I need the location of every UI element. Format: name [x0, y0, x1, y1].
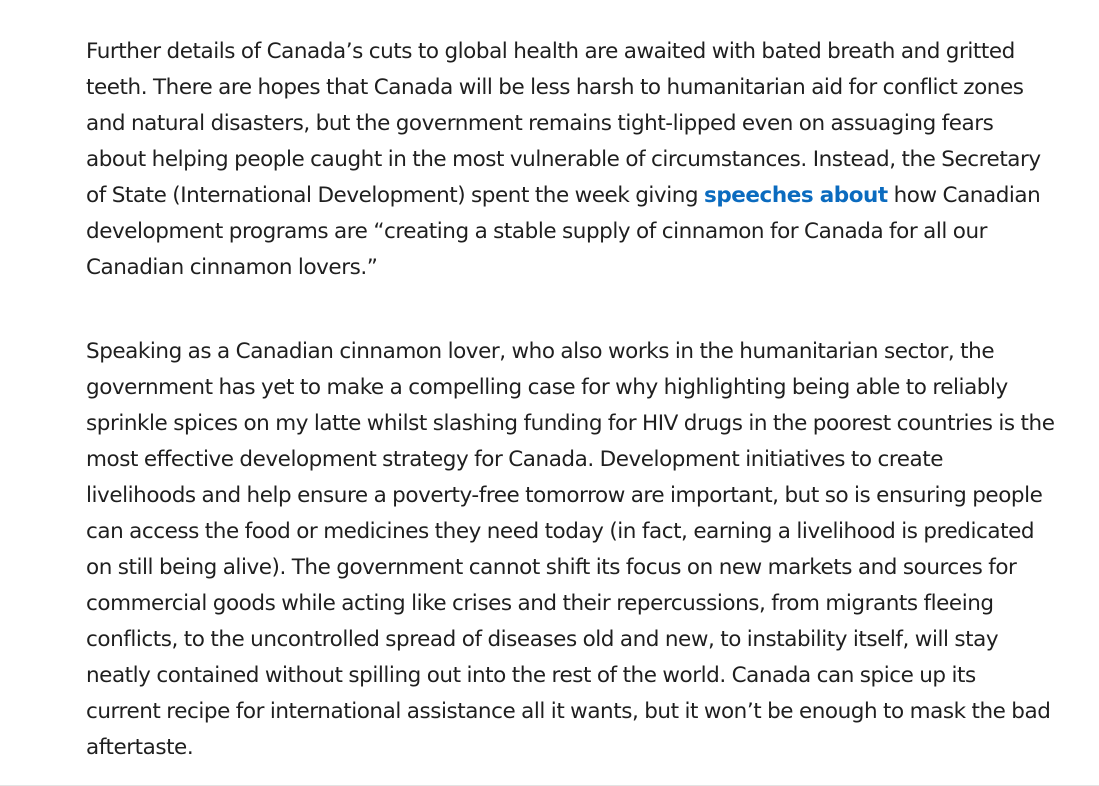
speeches-about-link[interactable]: speeches about: [704, 183, 888, 208]
article-body: [86, 34, 1056, 766]
paragraph-global-health-cuts: [86, 34, 1056, 286]
paragraph-text-after-link: how Canadian development programs are “creating a stable supply of cinnamon for Canada for all our Canadian cinnamon lovers.”: [86, 183, 1041, 280]
paragraph-cinnamon-lover: Speaking as a Canadian cinnamon lover, who also works in the humanitarian sector, the government has yet to make a compelling case for why highlighting being able to reliably sprinkle spices on my latte whilst slashing funding for HIV drugs in the poorest countries is the most effective development strategy for Canada. Development initiatives to create livelihoods and help ensure a poverty-free tomorrow are important, but so is ensuring people can access the food or medicines they need today (in fact, earning a livelihood is predicated on still being alive). The government cannot shift its focus on new markets and sources for commercial goods while acting like crises and their repercussions, from migrants fleeing conflicts, to the uncontrolled spread of diseases old and new, to instability itself, will stay neatly contained without spilling out into the rest of the world. Canada can spice up its current recipe for international assistance all it wants, but it won’t be enough to mask the bad aftertaste.: [86, 339, 1055, 760]
paragraph-text-before-link: Further details of Canada’s cuts to global health are awaited with bated breath and gritted teeth. There are hopes that Canada will be less harsh to humanitarian aid for conflict zones and natural disasters, but the government remains tight-lipped even on assuaging fears about helping people caught in the most vulnerable of circumstances. Instead, the Secretary of State (International Development) spent the week giving: [86, 39, 1041, 208]
